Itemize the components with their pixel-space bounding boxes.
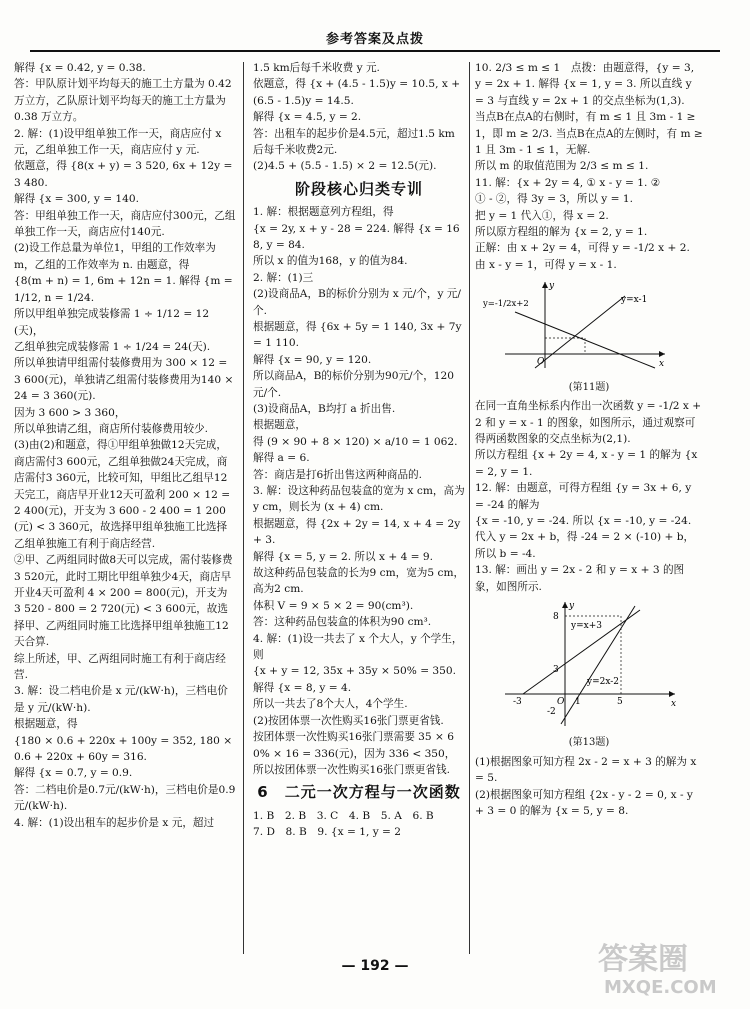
line-label-2: y=-1/2x+2 xyxy=(483,299,529,310)
tick-label: 1 xyxy=(575,697,581,708)
tick-label: 3 xyxy=(553,665,559,676)
answer-line: (2)设工作总量为单位1，甲组的工作效率为 m，乙组的工作效率为 n. 由题意，得 xyxy=(14,242,216,271)
page-number: — 192 — xyxy=(341,958,409,974)
answer-line: {x = -10, y = -24. 所以 {x = -10, y = -24. 代入 y = 2x + b，得 -24 = 2 × (-10) + b，所以 b = -4. xyxy=(475,515,695,560)
answer-line: 解得 a = 6. xyxy=(253,452,310,465)
answer-line: (3)设商品A，B均打 a 折出售. xyxy=(253,402,396,415)
answer-line: (2)按团体票一次性购买16张门票更省钱. xyxy=(253,714,444,727)
watermark-line-1: 答案圈 xyxy=(598,942,688,977)
answer-line: 故这种药品包装盒的长为9 cm，宽为5 cm，高为2 cm. xyxy=(253,567,465,596)
column-divider xyxy=(243,62,244,954)
answer-line: 综上所述，甲、乙两组同时施工有利于商店经营. xyxy=(14,652,226,682)
answer-line: ① - ②，得 3y = 3，所以 y = 1. xyxy=(475,193,633,206)
answer-line: 由 x - y = 1，可得 y = x - 1. xyxy=(475,258,617,271)
answer-line: {8(m + n) = 1, 6m + 12n = 1. 解得 {m = 1/12, n = 1/24. xyxy=(14,275,233,304)
figure-caption: (第13题) xyxy=(568,737,610,749)
section-heading-chapter6: 6 二元一次方程与一次函数 xyxy=(257,783,461,802)
answer-line: 1.5 km后每千米收费 y 元. xyxy=(253,62,380,74)
column-1 xyxy=(14,60,236,954)
answer-line: 3. 解：设二档电价是 x 元/(kW·h)，三档电价是 y 元/(kW·h). xyxy=(14,685,228,714)
answer-line: 答：这种药品包装盒的体积为90 cm³. xyxy=(253,616,432,629)
answer-line: 所以 x 的值为168，y 的值为84. xyxy=(253,255,408,268)
answer-line: ②甲、乙两组同时做8天可以完成，需付装修费3 520元，此时工期比甲组单独少4天，商店早开业4天可盈利 4 × 200 = 800(元)，开支为 3 520 - 800 = 2 720(元) < 3 600元，故选择甲、乙两组同时施工比选择甲组单独施工12天合算. xyxy=(14,554,233,649)
answer-line: (1)根据图象可知方程 2x - 2 = x + 3 的解为 x = 5. xyxy=(475,755,697,785)
answer-line: 12. 解：由题意，可得方程组 {y = 3x + 6, y = -24 的解为 xyxy=(475,482,692,511)
answer-line: 答：二档电价是0.7元/(kW·h)，三档电价是0.9元/(kW·h). xyxy=(14,783,236,813)
answer-line: 所以商品A，B的标价分别为90元/个，120元/个. xyxy=(253,370,455,399)
answer-line: 2. 解：(1)三 xyxy=(253,271,314,284)
x-axis-label: x xyxy=(671,699,677,710)
answer-line: 解得 {x = 300, y = 140. xyxy=(14,193,140,206)
y-axis-arrow xyxy=(562,602,568,608)
line-label-1: y=x-1 xyxy=(621,295,648,306)
answer-line: 在同一直角坐标系内作出一次函数 y = -1/2 x + 2 和 y = x - 1 的图象，如图所示，通过观察可得两函数图象的交点坐标为(2,1). xyxy=(475,400,702,445)
tick-label: 8 xyxy=(553,612,559,623)
answer-line: 所以方程组 {x + 2y = 4, x - y = 1 的解为 {x = 2, y = 1. xyxy=(475,449,698,478)
answer-line: 所以一共去了8个大人，4个学生. xyxy=(253,698,408,711)
answer-line: {x + y = 12, 35x + 35y × 50% = 350. xyxy=(253,665,457,678)
y-axis-label: y xyxy=(569,601,575,612)
answer-line: (2)4.5 + (5.5 - 1.5) × 2 = 12.5(元). xyxy=(253,160,437,173)
x-axis-label: x xyxy=(659,359,665,370)
x-axis-arrow xyxy=(659,351,665,357)
watermark-logo xyxy=(590,931,730,1001)
answer-line: 因为 3 600 > 3 360， xyxy=(14,406,126,419)
answer-line: 答：甲队原计划平均每天的施工土方量为 0.42 万立方，乙队原计划平均每天的施工土方量为 0.38 万立方。 xyxy=(14,78,232,124)
answer-line: 依题意，得 {8(x + y) = 3 520, 6x + 12y = 3 480. xyxy=(14,160,233,189)
answer-line: 解得 {x = 90, y = 120. xyxy=(253,353,372,366)
answer-line: 答：出租车的起步价是4.5元，超过1.5 km后每千米收费2元. xyxy=(253,127,455,157)
answer-line: 13. 解：画出 y = 2x - 2 和 y = x + 3 的图象，如图所示. xyxy=(475,564,685,593)
graph-figure-13 xyxy=(475,598,695,728)
y-axis-arrow xyxy=(542,282,548,288)
section-heading-review: 阶段核心归类专训 xyxy=(294,179,423,198)
answer-line: 得 (9 × 90 + 8 × 120) × a/10 = 1 062. xyxy=(253,435,458,448)
answer-line: 根据题意，得 {2x + 2y = 14, x + 4 = 2y + 3. xyxy=(253,517,461,547)
answer-line: 解得 {x = 8, y = 4. xyxy=(253,681,352,694)
answer-line: 当点B在点A的右侧时，有 m ≤ 1 且 3m - 1 ≥ 1，即 m ≥ 2/3. 当点B在点A的左侧时，有 m ≥ 1 且 3m - 1 ≤ 1，无解. xyxy=(475,111,703,157)
answer-line: 乙组单独完成装修需 1 ÷ 1/24 = 24(天). xyxy=(14,340,211,353)
line-y-x-minus-1 xyxy=(535,296,625,368)
answer-line: 4. 解：(1)设一共去了 x 个大人，y 个学生，则 xyxy=(253,632,463,662)
y-axis-label: y xyxy=(549,281,555,292)
origin-label: O xyxy=(557,697,565,708)
answer-line: 按团体票一次性购买16张门票需要 35 × 60% × 16 = 336(元)，因为 336 < 350，所以按团体票一次性购买16张门票更省钱. xyxy=(253,731,456,776)
answer-line: {x = 2y, x + y - 28 = 224. 解得 {x = 168, y = 84. xyxy=(253,222,460,251)
answer-line: 体积 V = 9 × 5 × 2 = 90(cm³). xyxy=(253,599,414,612)
answer-line: 根据题意， xyxy=(253,419,306,432)
answer-line: 7. D 8. B 9. {x = 1, y = 2 xyxy=(253,825,402,838)
answer-line: 1. B 2. B 3. C 4. B 5. A 6. B xyxy=(253,809,434,822)
answer-line: 正解：由 x + 2y = 4，可得 y = -1/2 x + 2. xyxy=(475,242,690,255)
answer-line: 10. 2/3 ≤ m ≤ 1 点拨：由题意得，{y = 3, y = 2x + 1. 解得 {x = 1, y = 3. 所以直线 y = 3 与直线 y = 2x + 1 的交点坐标为(1,3). xyxy=(475,62,695,107)
figure-caption: (第11题) xyxy=(568,381,610,393)
tick-label: -3 xyxy=(513,697,522,708)
answer-line: 所以甲组单独完成装修需 1 ÷ 1/12 = 12(天)， xyxy=(14,308,210,337)
answer-line: 所以原方程组的解为 {x = 2, y = 1. xyxy=(475,226,648,239)
answer-line: 1. 解：根据题意列方程组，得 xyxy=(253,206,394,219)
answer-line: 11. 解：{x + 2y = 4, ① x - y = 1. ② xyxy=(475,176,661,189)
graph-figure-11 xyxy=(475,276,675,372)
answer-line: 2. 解：(1)设甲组单独工作一天，商店应付 x 元，乙组单独工作一天，商店应付 y 元. xyxy=(14,127,222,157)
page-header: 参考答案及点拨 xyxy=(325,32,424,47)
line-label-1: y=x+3 xyxy=(571,621,602,632)
x-axis-arrow xyxy=(669,691,675,697)
answer-line: 所以 m 的取值范围为 2/3 ≤ m ≤ 1. xyxy=(475,160,649,173)
answer-line: (2)根据图象可知方程组 {2x - y - 2 = 0, x - y + 3 = 0 的解为 {x = 5, y = 8. xyxy=(475,788,693,818)
column-divider xyxy=(469,62,470,954)
answer-line: 把 y = 1 代入①，得 x = 2. xyxy=(475,209,609,222)
answer-line: 解得 {x = 5, y = 2. 所以 x + 4 = 9. xyxy=(253,550,434,563)
answer-line: 4. 解：(1)设出租车的起步价是 x 元，超过 xyxy=(14,816,215,829)
answer-line: 依题意，得 {x + (4.5 - 1.5)y = 10.5, x + (6.5 - 1.5)y = 14.5. xyxy=(253,78,461,107)
column-3 xyxy=(475,60,703,954)
answer-line: 解得 {x = 0.7, y = 0.9. xyxy=(14,767,133,780)
answer-line: (2)设商品A，B的标价分别为 x 元/个，y 元/个. xyxy=(253,288,461,317)
answer-line: 答：商店是打6折出售这两种商品的. xyxy=(253,468,423,481)
answer-line: 根据题意，得 {6x + 5y = 1 140, 3x + 7y = 1 110. xyxy=(253,320,462,350)
answer-line: 答：甲组单独工作一天，商店应付300元，乙组单独工作一天，商店应付140元. xyxy=(14,209,236,239)
figure-11 xyxy=(475,276,703,395)
answer-line: {180 × 0.6 + 220x + 100y = 352, 180 × 0.6 + 220x + 60y = 316. xyxy=(14,734,233,764)
header-rule xyxy=(30,50,720,52)
figure-13 xyxy=(475,598,703,751)
answer-line: 解得 {x = 4.5, y = 2. xyxy=(253,111,362,124)
column-2 xyxy=(253,60,465,954)
answer-line: 所以单独请乙组，商店所付装修费用较少. xyxy=(14,422,209,435)
answer-line: 解得 {x = 0.42, y = 0.38. xyxy=(14,62,146,74)
tick-label: 5 xyxy=(617,697,623,708)
origin-label: O xyxy=(537,357,545,368)
line-label-2: y=2x-2 xyxy=(587,677,620,688)
watermark-line-2: MXQE.COM xyxy=(604,977,717,998)
answer-line: 根据题意，得 xyxy=(14,718,78,731)
answer-line: 3. 解：设这种药品包装盒的宽为 x cm，高为 y cm，则长为 (x + 4) cm. xyxy=(253,485,465,514)
answer-line: 所以单独请甲组需付装修费用为 300 × 12 = 3 600(元)，单独请乙组需付装修费用为140 × 24 = 3 360(元). xyxy=(14,357,234,403)
tick-label: -2 xyxy=(547,707,556,718)
answer-line: (3)由(2)和题意，得①甲组单独做12天完成，商店需付3 600元，乙组单独做24天完成，商店需付3 360元，比较可知，甲组比乙组早12天完工，商店早开业12天可盈利 200 × 12 = 2 400(元)，开支为 3 600 - 2 400 = 1 200(元) < 3 360元，故选择甲组单独施工比选择乙组单独施工有利于商店经营. xyxy=(14,439,231,550)
